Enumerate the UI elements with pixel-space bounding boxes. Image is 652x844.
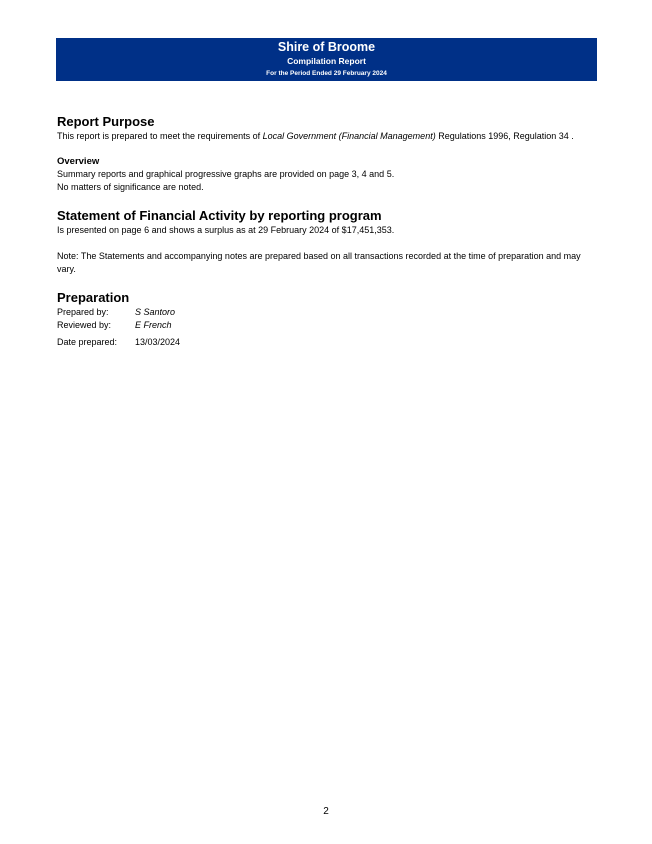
date-prepared-row <box>57 332 180 349</box>
overview-line-1: Summary reports and graphical progressive graphs are provided on page 3, 4 and 5. <box>57 169 395 179</box>
report-purpose-text-before: This report is prepared to meet the requirements of <box>57 131 263 141</box>
report-content <box>57 114 597 349</box>
date-prepared-value: 13/03/2024 <box>135 337 181 347</box>
header-period: For the Period Ended 29 February 2024 <box>266 70 387 77</box>
report-purpose-regulation-name: Local Government (Financial Management) <box>262 131 436 141</box>
reviewed-by-label: Reviewed by: <box>57 320 112 330</box>
prepared-by-row <box>57 306 180 319</box>
preparation-heading: Preparation <box>57 290 130 305</box>
report-header-band <box>56 38 597 81</box>
page-number: 2 <box>323 806 329 817</box>
prepared-by-label: Prepared by: <box>57 307 109 317</box>
report-purpose-heading: Report Purpose <box>57 114 155 129</box>
report-purpose-text <box>57 130 597 143</box>
header-subtitle: Compilation Report <box>287 56 366 66</box>
overview-line-2: No matters of significance are noted. <box>57 182 204 192</box>
reviewed-by-value: E French <box>135 320 172 330</box>
reviewed-by-row <box>57 319 180 332</box>
statement-text: Is presented on page 6 and shows a surplus as at 29 February 2024 of $17,451,353. <box>57 225 395 235</box>
header-title: Shire of Broome <box>277 40 376 54</box>
preparation-table <box>57 306 180 349</box>
overview-heading: Overview <box>57 156 100 167</box>
report-purpose-text-after: Regulations 1996, Regulation 34 . <box>435 131 574 141</box>
statement-note: Note: The Statements and accompanying notes are prepared based on all transactions recorded at the time of preparation and may vary. <box>57 251 581 274</box>
date-prepared-label: Date prepared: <box>57 337 118 347</box>
statement-heading: Statement of Financial Activity by reporting program <box>57 208 382 223</box>
prepared-by-value: S Santoro <box>135 307 176 317</box>
